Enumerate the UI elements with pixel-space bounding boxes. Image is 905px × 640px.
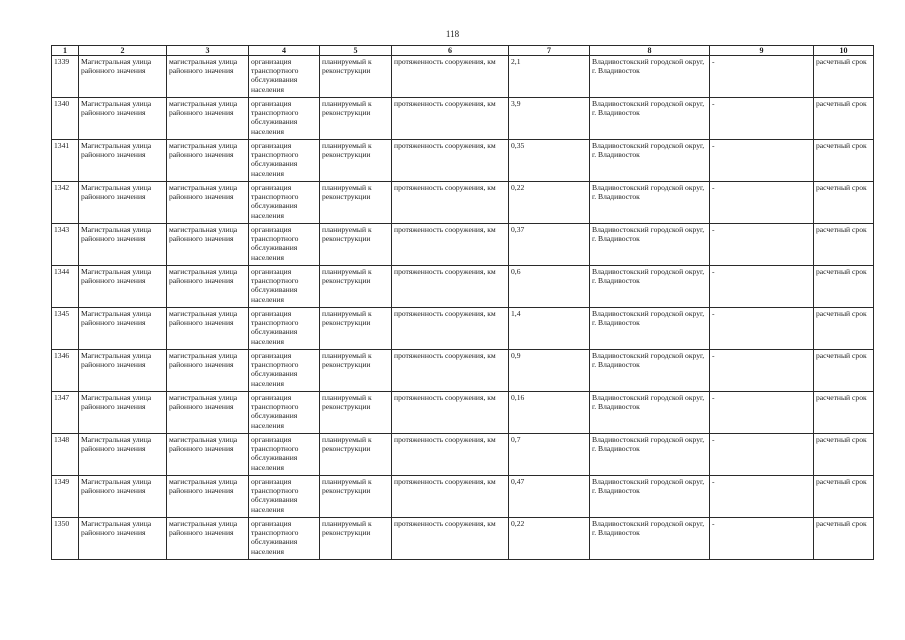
table-row xyxy=(52,518,874,560)
cell-id: 1343 xyxy=(52,224,79,266)
cell-location: Владивостокский городской округ, г. Владивосток xyxy=(590,392,710,434)
table-row xyxy=(52,350,874,392)
cell-purpose: организация транспортного обслуживания населения xyxy=(249,140,320,182)
cell-location: Владивостокский городской округ, г. Владивосток xyxy=(590,476,710,518)
cell-location: Владивостокский городской округ, г. Владивосток xyxy=(590,140,710,182)
header-cell: 9 xyxy=(710,46,814,56)
table-row xyxy=(52,56,874,98)
cell-location: Владивостокский городской округ, г. Владивосток xyxy=(590,434,710,476)
cell-value: 0,47 xyxy=(509,476,590,518)
cell-value: 0,37 xyxy=(509,224,590,266)
cell-value: 0,22 xyxy=(509,518,590,560)
header-cell: 7 xyxy=(509,46,590,56)
table-row xyxy=(52,140,874,182)
header-cell: 10 xyxy=(814,46,874,56)
cell-status: планируемый к реконструкции xyxy=(320,476,392,518)
cell-name: Магистральная улица районного значения xyxy=(79,56,167,98)
cell-location: Владивостокский городской округ, г. Владивосток xyxy=(590,518,710,560)
cell-characteristic: протяженность сооружения, км xyxy=(392,56,509,98)
cell-purpose: организация транспортного обслуживания населения xyxy=(249,224,320,266)
cell-term: расчетный срок xyxy=(814,98,874,140)
header-cell: 3 xyxy=(167,46,249,56)
cell-zone: - xyxy=(710,140,814,182)
cell-value: 0,7 xyxy=(509,434,590,476)
cell-type: магистральная улица районного значения xyxy=(167,392,249,434)
cell-id: 1344 xyxy=(52,266,79,308)
cell-purpose: организация транспортного обслуживания населения xyxy=(249,392,320,434)
cell-status: планируемый к реконструкции xyxy=(320,56,392,98)
cell-value: 0,22 xyxy=(509,182,590,224)
cell-type: магистральная улица районного значения xyxy=(167,308,249,350)
cell-term: расчетный срок xyxy=(814,224,874,266)
cell-zone: - xyxy=(710,434,814,476)
cell-name: Магистральная улица районного значения xyxy=(79,518,167,560)
cell-purpose: организация транспортного обслуживания населения xyxy=(249,308,320,350)
cell-term: расчетный срок xyxy=(814,140,874,182)
cell-type: магистральная улица районного значения xyxy=(167,518,249,560)
cell-term: расчетный срок xyxy=(814,350,874,392)
cell-status: планируемый к реконструкции xyxy=(320,434,392,476)
header-cell: 6 xyxy=(392,46,509,56)
cell-status: планируемый к реконструкции xyxy=(320,518,392,560)
cell-location: Владивостокский городской округ, г. Владивосток xyxy=(590,98,710,140)
cell-zone: - xyxy=(710,392,814,434)
header-cell: 8 xyxy=(590,46,710,56)
cell-id: 1348 xyxy=(52,434,79,476)
cell-id: 1347 xyxy=(52,392,79,434)
cell-location: Владивостокский городской округ, г. Владивосток xyxy=(590,182,710,224)
cell-location: Владивостокский городской округ, г. Владивосток xyxy=(590,224,710,266)
cell-term: расчетный срок xyxy=(814,476,874,518)
cell-purpose: организация транспортного обслуживания населения xyxy=(249,56,320,98)
cell-characteristic: протяженность сооружения, км xyxy=(392,266,509,308)
cell-id: 1339 xyxy=(52,56,79,98)
cell-id: 1341 xyxy=(52,140,79,182)
cell-purpose: организация транспортного обслуживания населения xyxy=(249,350,320,392)
table-body xyxy=(52,56,874,560)
cell-location: Владивостокский городской округ, г. Владивосток xyxy=(590,350,710,392)
data-table xyxy=(51,45,874,560)
cell-type: магистральная улица районного значения xyxy=(167,140,249,182)
cell-value: 2,1 xyxy=(509,56,590,98)
cell-characteristic: протяженность сооружения, км xyxy=(392,518,509,560)
cell-name: Магистральная улица районного значения xyxy=(79,434,167,476)
cell-location: Владивостокский городской округ, г. Владивосток xyxy=(590,308,710,350)
cell-name: Магистральная улица районного значения xyxy=(79,476,167,518)
cell-status: планируемый к реконструкции xyxy=(320,140,392,182)
cell-zone: - xyxy=(710,476,814,518)
cell-zone: - xyxy=(710,98,814,140)
cell-characteristic: протяженность сооружения, км xyxy=(392,140,509,182)
cell-name: Магистральная улица районного значения xyxy=(79,266,167,308)
cell-id: 1340 xyxy=(52,98,79,140)
cell-status: планируемый к реконструкции xyxy=(320,98,392,140)
table-row xyxy=(52,98,874,140)
cell-value: 1,4 xyxy=(509,308,590,350)
cell-status: планируемый к реконструкции xyxy=(320,182,392,224)
cell-purpose: организация транспортного обслуживания населения xyxy=(249,476,320,518)
cell-zone: - xyxy=(710,266,814,308)
cell-characteristic: протяженность сооружения, км xyxy=(392,392,509,434)
cell-id: 1349 xyxy=(52,476,79,518)
cell-zone: - xyxy=(710,56,814,98)
cell-location: Владивостокский городской округ, г. Владивосток xyxy=(590,56,710,98)
header-cell: 5 xyxy=(320,46,392,56)
cell-term: расчетный срок xyxy=(814,56,874,98)
cell-purpose: организация транспортного обслуживания населения xyxy=(249,182,320,224)
cell-characteristic: протяженность сооружения, км xyxy=(392,98,509,140)
cell-id: 1350 xyxy=(52,518,79,560)
cell-name: Магистральная улица районного значения xyxy=(79,140,167,182)
cell-type: магистральная улица районного значения xyxy=(167,56,249,98)
cell-status: планируемый к реконструкции xyxy=(320,266,392,308)
cell-value: 0,16 xyxy=(509,392,590,434)
cell-zone: - xyxy=(710,350,814,392)
cell-value: 0,9 xyxy=(509,350,590,392)
cell-characteristic: протяженность сооружения, км xyxy=(392,476,509,518)
cell-value: 0,6 xyxy=(509,266,590,308)
cell-type: магистральная улица районного значения xyxy=(167,182,249,224)
cell-type: магистральная улица районного значения xyxy=(167,350,249,392)
cell-characteristic: протяженность сооружения, км xyxy=(392,350,509,392)
cell-value: 0,35 xyxy=(509,140,590,182)
cell-type: магистральная улица районного значения xyxy=(167,224,249,266)
cell-term: расчетный срок xyxy=(814,392,874,434)
cell-purpose: организация транспортного обслуживания населения xyxy=(249,98,320,140)
cell-name: Магистральная улица районного значения xyxy=(79,98,167,140)
page-number: 118 xyxy=(445,29,460,39)
cell-id: 1342 xyxy=(52,182,79,224)
table-header xyxy=(52,46,874,56)
cell-term: расчетный срок xyxy=(814,308,874,350)
cell-characteristic: протяженность сооружения, км xyxy=(392,308,509,350)
cell-id: 1346 xyxy=(52,350,79,392)
cell-name: Магистральная улица районного значения xyxy=(79,308,167,350)
cell-location: Владивостокский городской округ, г. Владивосток xyxy=(590,266,710,308)
cell-purpose: организация транспортного обслуживания населения xyxy=(249,266,320,308)
cell-zone: - xyxy=(710,518,814,560)
cell-characteristic: протяженность сооружения, км xyxy=(392,182,509,224)
cell-term: расчетный срок xyxy=(814,182,874,224)
table-row xyxy=(52,476,874,518)
table-row xyxy=(52,308,874,350)
cell-status: планируемый к реконструкции xyxy=(320,392,392,434)
table-row xyxy=(52,392,874,434)
table-row xyxy=(52,182,874,224)
cell-zone: - xyxy=(710,182,814,224)
cell-name: Магистральная улица районного значения xyxy=(79,182,167,224)
cell-type: магистральная улица районного значения xyxy=(167,476,249,518)
cell-name: Магистральная улица районного значения xyxy=(79,350,167,392)
cell-characteristic: протяженность сооружения, км xyxy=(392,434,509,476)
header-cell: 2 xyxy=(79,46,167,56)
cell-status: планируемый к реконструкции xyxy=(320,224,392,266)
cell-term: расчетный срок xyxy=(814,518,874,560)
table-row xyxy=(52,434,874,476)
cell-zone: - xyxy=(710,308,814,350)
cell-type: магистральная улица районного значения xyxy=(167,98,249,140)
cell-name: Магистральная улица районного значения xyxy=(79,392,167,434)
cell-purpose: организация транспортного обслуживания населения xyxy=(249,518,320,560)
header-cell: 1 xyxy=(52,46,79,56)
cell-status: планируемый к реконструкции xyxy=(320,350,392,392)
cell-characteristic: протяженность сооружения, км xyxy=(392,224,509,266)
cell-zone: - xyxy=(710,224,814,266)
table-row xyxy=(52,224,874,266)
cell-purpose: организация транспортного обслуживания населения xyxy=(249,434,320,476)
cell-id: 1345 xyxy=(52,308,79,350)
cell-type: магистральная улица районного значения xyxy=(167,434,249,476)
cell-status: планируемый к реконструкции xyxy=(320,308,392,350)
cell-type: магистральная улица районного значения xyxy=(167,266,249,308)
header-cell: 4 xyxy=(249,46,320,56)
table-row xyxy=(52,266,874,308)
cell-name: Магистральная улица районного значения xyxy=(79,224,167,266)
cell-term: расчетный срок xyxy=(814,434,874,476)
cell-value: 3,9 xyxy=(509,98,590,140)
cell-term: расчетный срок xyxy=(814,266,874,308)
